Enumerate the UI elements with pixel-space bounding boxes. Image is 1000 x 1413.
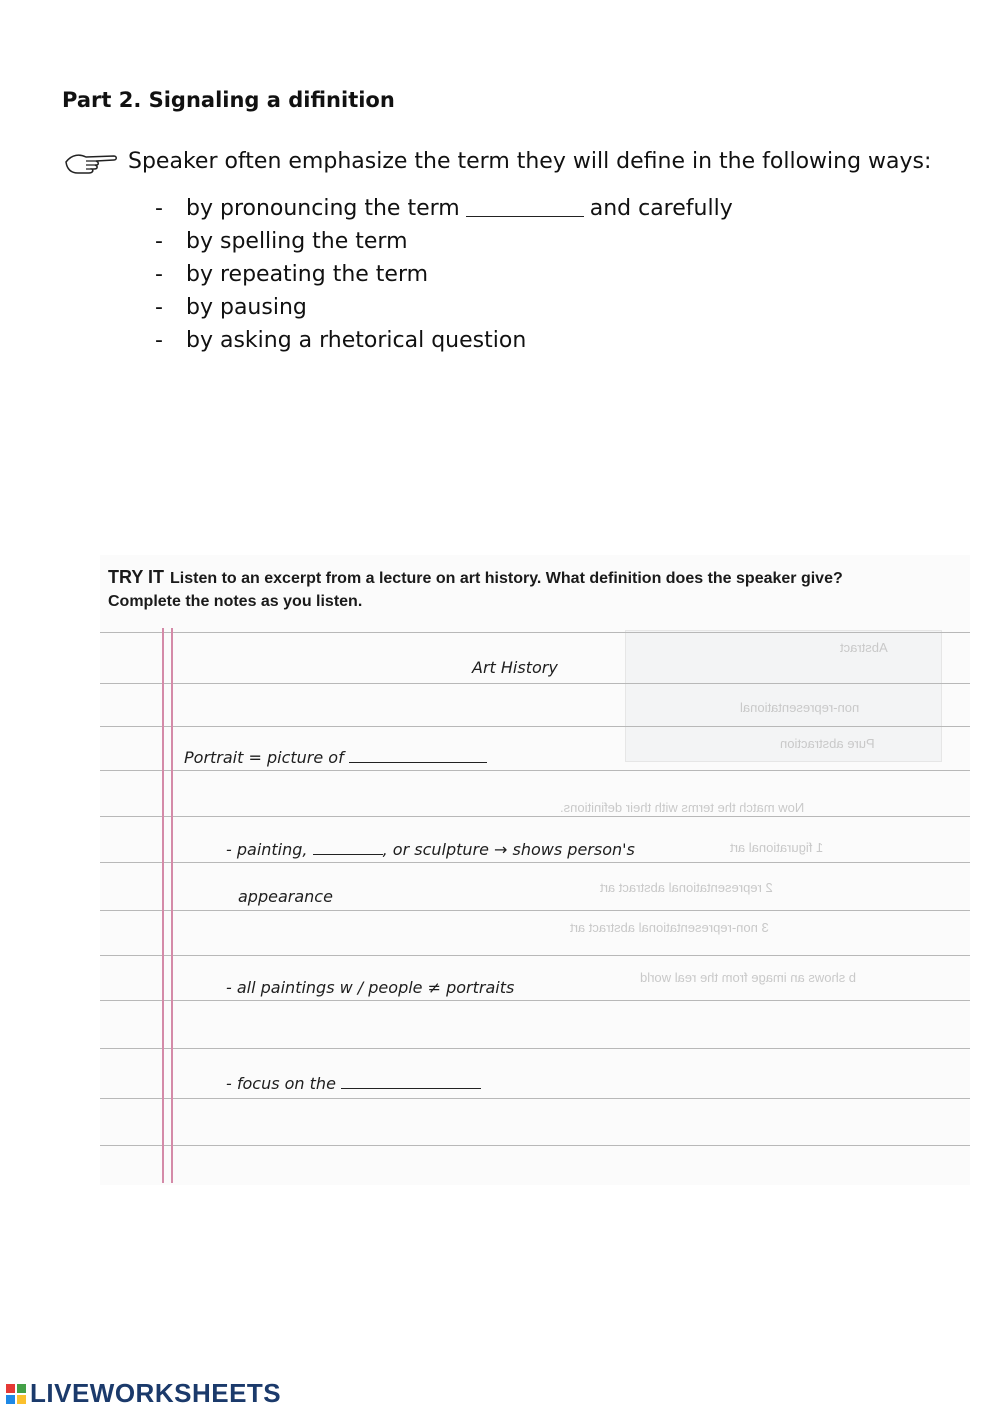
ruled-line [100, 910, 970, 911]
notes-heading: Art History [472, 658, 558, 677]
ruled-line [100, 1048, 970, 1049]
ruled-line [100, 1145, 970, 1146]
margin-line [162, 628, 164, 1183]
notes-line: - focus on the [226, 1074, 481, 1093]
ruled-line [100, 816, 970, 817]
ruled-line [100, 683, 970, 684]
answer-blank-input[interactable] [341, 1074, 481, 1089]
liveworksheets-logo[interactable]: LIVEWORKSHEETS [6, 1378, 281, 1409]
answer-blank-input[interactable] [466, 194, 584, 217]
logo-grid-icon [6, 1384, 26, 1404]
intro-text: Speaker often emphasize the term they will define in the following ways: [128, 148, 932, 174]
ruled-line [100, 955, 970, 956]
ruled-line [100, 726, 970, 727]
list-item: - by pronouncing the term and carefully [155, 196, 733, 221]
notes-line: - all paintings w / people ≠ portraits [226, 978, 515, 997]
pointing-hand-icon [62, 146, 118, 176]
notes-line: appearance [238, 887, 333, 906]
answer-blank-input[interactable] [313, 840, 383, 855]
list-item: - by pausing [155, 295, 307, 320]
ruled-line [100, 862, 970, 863]
list-item: - by asking a rhetorical question [155, 328, 527, 353]
ruled-line [100, 1000, 970, 1001]
portrait-line: Portrait = picture of [184, 748, 487, 767]
margin-line [171, 628, 173, 1183]
emphasis-list [155, 194, 733, 359]
list-item: - by spelling the term [155, 229, 408, 254]
ruled-line [100, 1098, 970, 1099]
try-it-instruction: TRY IT Listen to an excerpt from a lecture on art history. What definition does the speaker give? Complete the notes as you listen. [108, 567, 843, 610]
page-title: Part 2. Signaling a difinition [62, 88, 395, 112]
ruled-line [100, 632, 970, 633]
list-item: - by repeating the term [155, 262, 429, 287]
intro-line [62, 146, 962, 176]
notes-line: - painting, , or sculpture → shows person's [226, 840, 635, 859]
ruled-line [100, 770, 970, 771]
answer-blank-input[interactable] [349, 748, 487, 763]
